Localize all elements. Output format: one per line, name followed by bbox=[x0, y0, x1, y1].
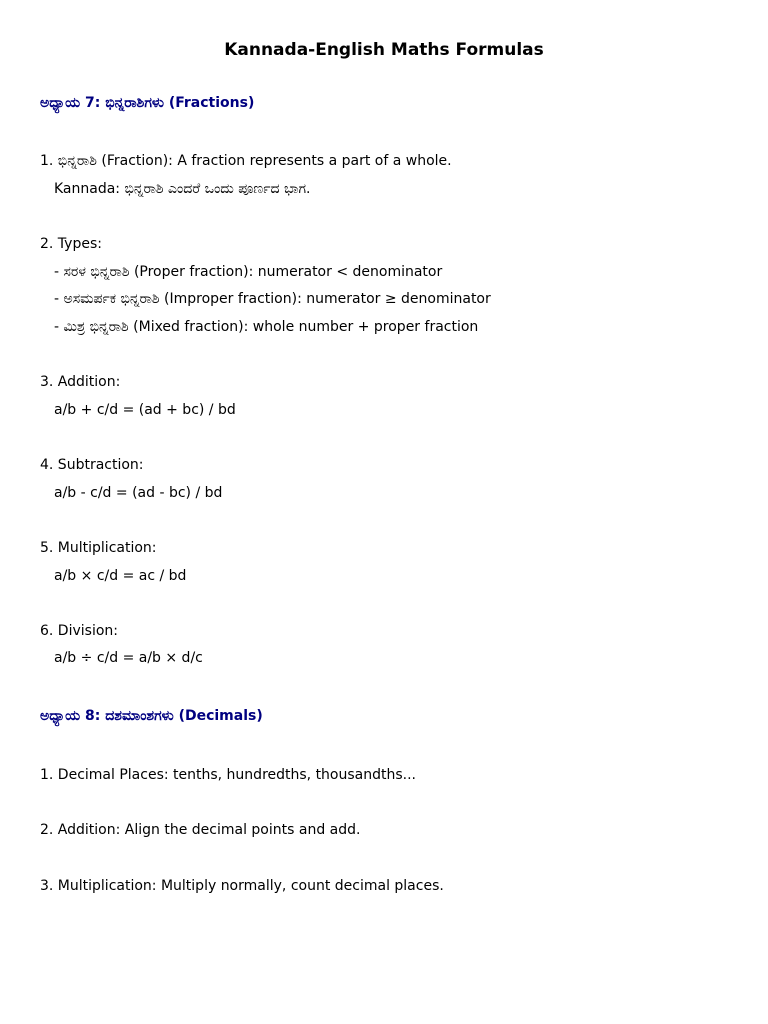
proper-fraction-line: - ಸರಳ ಭಿನ್ನರಾಶಿ (Proper fraction): numerator < denominator bbox=[54, 264, 443, 280]
addition-formula: a/b + c/d = (ad + bc) / bd bbox=[54, 402, 236, 418]
decimal-multiplication-line: 3. Multiplication: Multiply normally, count decimal places. bbox=[40, 878, 444, 894]
multiplication-label: 5. Multiplication: bbox=[40, 540, 157, 556]
document-title: Kannada-English Maths Formulas bbox=[224, 40, 544, 60]
subtraction-formula: a/b - c/d = (ad - bc) / bd bbox=[54, 485, 223, 501]
decimal-addition-line: 2. Addition: Align the decimal points and add. bbox=[40, 822, 361, 838]
mixed-fraction-line: - ಮಿಶ್ರ ಭಿನ್ನರಾಶಿ (Mixed fraction): whole number + proper fraction bbox=[54, 319, 479, 335]
fraction-definition-line: 1. ಭಿನ್ನರಾಶಿ (Fraction): A fraction represents a part of a whole. bbox=[40, 153, 452, 169]
division-formula: a/b ÷ c/d = a/b × d/c bbox=[54, 650, 203, 666]
addition-label: 3. Addition: bbox=[40, 374, 121, 390]
fraction-definition-kannada-line: Kannada: ಭಿನ್ನರಾಶಿ ಎಂದರೆ ಒಂದು ಪೂರ್ಣದ ಭಾಗ. bbox=[54, 181, 311, 197]
decimal-places-line: 1. Decimal Places: tenths, hundredths, thousandths... bbox=[40, 767, 417, 783]
multiplication-formula: a/b × c/d = ac / bd bbox=[54, 568, 187, 584]
section-heading-decimals: ಅಧ್ಯಾಯ 8: ದಶಮಾಂಶಗಳು (Decimals) bbox=[40, 708, 263, 724]
section-heading-fractions: ಅಧ್ಯಾಯ 7: ಭಿನ್ನರಾಶಿಗಳು (Fractions) bbox=[40, 95, 255, 111]
improper-fraction-line: - ಅಸಮರ್ಪಕ ಭಿನ್ನರಾಶಿ (Improper fraction): numerator ≥ denominator bbox=[54, 291, 491, 307]
subtraction-label: 4. Subtraction: bbox=[40, 457, 144, 473]
division-label: 6. Division: bbox=[40, 623, 118, 639]
types-label: 2. Types: bbox=[40, 236, 102, 252]
